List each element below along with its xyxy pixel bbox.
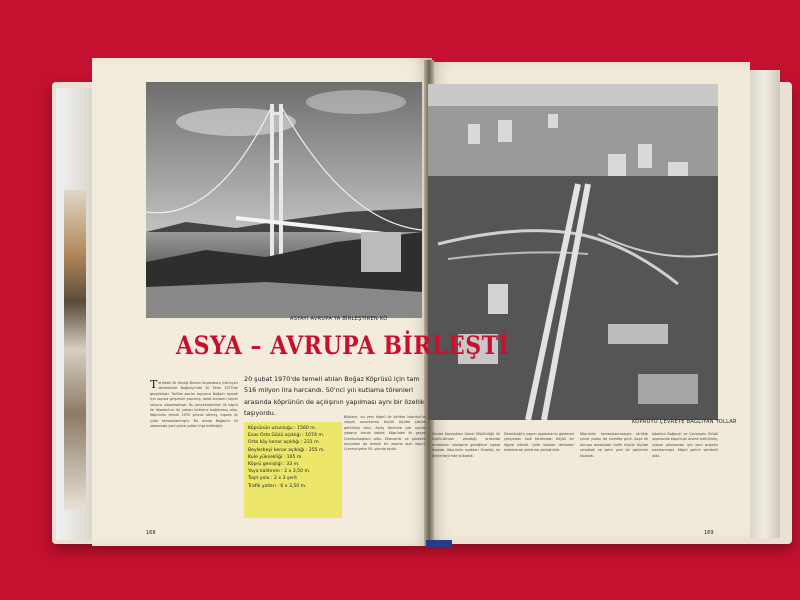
left-text-column-2: Böylece, bu yeni köprü ile birlikte İstanbul'un ulaşım sorunlarına büyük ölçüde çözüm getirilmiş oldu. Açılış törenine çok sayıda yabancı konuk katıldı. Köprüden ilk geçen Cumhurbaşkanı oldu. Ekonomik ve güvenlik açısından da önemli bir aşama olan köprü, Cumhuriyetin 50. yılında açıldı.	[344, 415, 426, 452]
bosphorus-bridge-photo	[146, 82, 422, 318]
bridge-caption: ASYAYI AVRUPA'YA BİRLEŞTİREN KÖ	[290, 316, 388, 322]
left-column-1-text: arihteki ilk örneği Bizans İmparatoru Jüstinyen döneminde Boğaziçi'nde 30 Ekim 1973'de gerçekleşti. Tarihte asırlar boyunca Boğaz'ı aşmak için sayısız girişimler yapılmış, fakat bunların hiçbiri sonuca ulaşamamıştı. Bu gerçekleştirilen ilk köprü ile İstanbul'un iki yakası birbirine bağlanmış oldu. Köprünün temeli 1970 yılında atılmış, inşaatı üç yılda tamamlanmıştır. Bu arada Boğaz'ın iki yakasında yeni çevre yolları inşa edilmiştir.	[150, 381, 238, 429]
fact-line: Esas Orta Gözü açıklığı : 1074 m.	[248, 433, 325, 439]
book-right-edge	[748, 70, 780, 538]
lead-paragraph: 20 şubat 1970'de temeli atılan Boğaz Köprüsü için tam 516 milyon lira harcandı. 50'nci yılı kutlama törenleri arasında köprünün de açılışının yapılması aynı bir özellik taşıyordu.	[244, 375, 425, 417]
page-number-left: 168	[146, 530, 156, 536]
right-text-column-4: İstanbul Boğaziçi ve Çevreyolu Etüdü raporunda köprünün önemi belirtilmiş, ulaşım planlaması için yeni projeler hazırlanmıştı. Köprü şehrin sembolü oldu.	[652, 432, 718, 458]
right-text-column-2: Demirbağ'ın yapım aşamalarını gösteren çalışmalar halk tarafından büyük bir ilgiyle izlendi. Çelik kasalar denizden kaldırılarak yerlerine yerleştirildi.	[504, 432, 574, 453]
bridge-facts-box	[244, 422, 342, 518]
left-text-column-1	[150, 378, 238, 523]
drop-cap: T	[150, 378, 158, 391]
fact-line: Beylerbeyi kenar açıklığı : 255 m.	[248, 447, 325, 453]
right-text-column-3: Köprünün tamamlanmasıyla birlikte çevre yolları da hizmete girdi. Asya ile Avrupa arasındaki trafik büyük ölçüde rahatladı ve şehir yeni bir görünüm kazandı.	[580, 432, 648, 458]
page-number-right: 169	[704, 530, 714, 536]
fact-line: Taşıt yolu : 2 x 3 şerit	[248, 476, 298, 482]
right-text-column-1: Devlet Karayolları Genel Müdürlüğü ile İngiliz-Alman ortaklığı arasında imzalanan sözleşme gereğince inşaat başladı. Köprünün ayakları Ortaköy ve Beylerbeyi'nde yükseldi.	[432, 432, 500, 458]
highway-caption: KÖPRÜYÜ ÇEVREYE BAĞLIYAN YOLLAR	[632, 419, 737, 425]
fact-line: Kule yüksekliği : 165 m.	[248, 454, 303, 460]
headline: ASYA – AVRUPA BİRLEŞTİ	[176, 331, 510, 361]
fact-line: Köprü genişliği : 33 m.	[248, 462, 300, 468]
fact-line: Köprünün uzunluğu : 1560 m.	[248, 426, 317, 431]
highway-interchange-photo	[428, 84, 718, 420]
fact-line: Orta köy kenar açıklığı : 231 m.	[248, 440, 321, 446]
adjacent-page-photo	[64, 190, 86, 510]
bookmark-ribbon	[426, 540, 452, 548]
fact-line: Yaya kaldırımı : 2 x 3,50 m.	[248, 469, 311, 475]
fact-line: Trafik yolları : 6 x 3,50 m.	[248, 483, 307, 489]
